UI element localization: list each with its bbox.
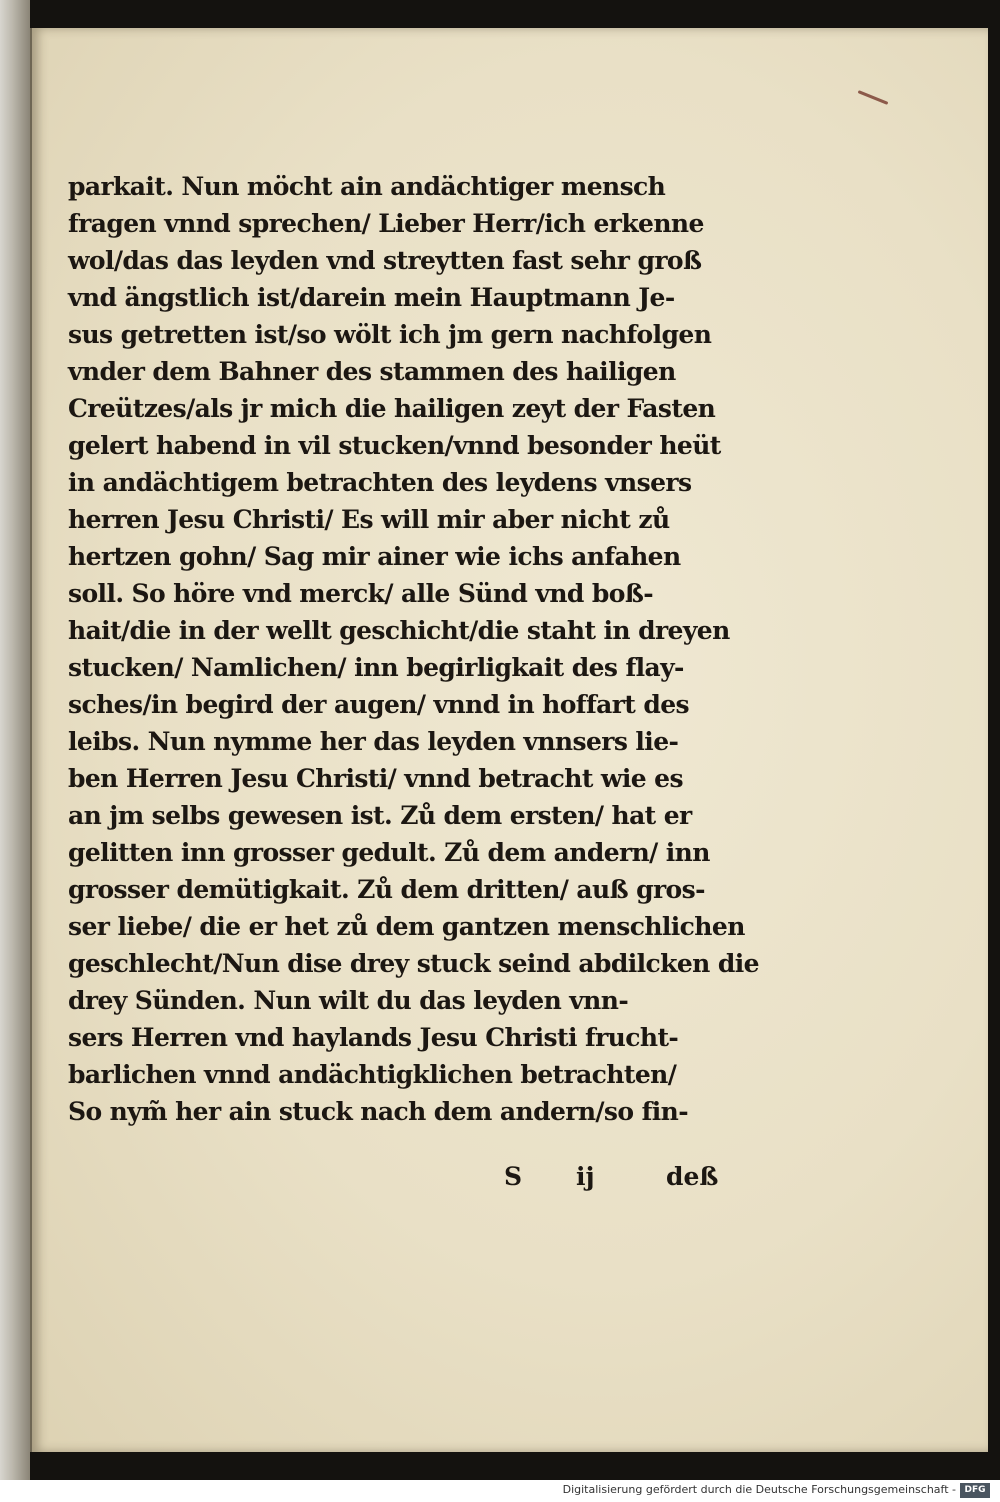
page-edge	[0, 0, 30, 1480]
text-line: barlichen vnnd andächtigklichen betrachten/	[68, 1060, 677, 1089]
text-line: soll. So höre vnd merck/ alle Sünd vnd boß-	[68, 579, 654, 608]
ink-mark	[858, 90, 889, 105]
text-line: gelert habend in vil stucken/vnnd besonder heüt	[68, 431, 721, 460]
catchword: deß	[666, 1162, 719, 1191]
text-line: fragen vnnd sprechen/ Lieber Herr/ich erkenne	[68, 209, 704, 238]
text-line: hertzen gohn/ Sag mir ainer wie ichs anfahen	[68, 542, 681, 571]
text-line: herren Jesu Christi/ Es will mir aber nicht zů	[68, 505, 670, 534]
text-line: parkait. Nun möcht ain andächtiger mensch	[68, 172, 666, 201]
text-line: sers Herren vnd haylands Jesu Christi frucht-	[68, 1023, 679, 1052]
dfg-logo: DFG	[960, 1483, 990, 1498]
text-line: hait/die in der wellt geschicht/die staht in dreyen	[68, 616, 730, 645]
text-line: Creützes/als jr mich die hailigen zeyt der Fasten	[68, 394, 716, 423]
text-line: wol/das das leyden vnd streytten fast sehr groß	[68, 246, 702, 275]
text-line: sches/in begird der augen/ vnnd in hoffart des	[68, 690, 689, 719]
footer-bar	[0, 1480, 1000, 1502]
text-line: sus getretten ist/so wölt ich jm gern nachfolgen	[68, 320, 712, 349]
text-line: leibs. Nun nymme her das leyden vnnsers lie-	[68, 727, 679, 756]
text-line: vnd ängstlich ist/darein mein Hauptmann Je-	[68, 283, 675, 312]
text-line: vnder dem Bahner des stammen des hailigen	[68, 357, 676, 386]
text-line: drey Sünden. Nun wilt du das leyden vnn-	[68, 986, 629, 1015]
text-line: stucken/ Namlichen/ inn begirligkait des flay-	[68, 653, 684, 682]
book-page	[30, 28, 988, 1452]
signature-number: ij	[576, 1162, 595, 1191]
text-line: So nym̃ her ain stuck nach dem andern/so fin-	[68, 1097, 688, 1126]
text-line: ser liebe/ die er het zů dem gantzen menschlichen	[68, 912, 745, 941]
text-line: grosser demütigkait. Zů dem dritten/ auß gros-	[68, 875, 705, 904]
signature-mark: S	[504, 1162, 523, 1191]
text-line: geschlecht/Nun dise drey stuck seind abdilcken die	[68, 949, 759, 978]
text-line: in andächtigem betrachten des leydens vnsers	[68, 468, 692, 497]
text-line: gelitten inn grosser gedult. Zů dem andern/ inn	[68, 838, 710, 867]
text-block	[68, 168, 758, 1130]
text-line: an jm selbs gewesen ist. Zů dem ersten/ hat er	[68, 801, 692, 830]
funding-credit: Digitalisierung gefördert durch die Deutsche Forschungsgemeinschaft -	[562, 1483, 956, 1496]
text-line: ben Herren Jesu Christi/ vnnd betracht wie es	[68, 764, 683, 793]
